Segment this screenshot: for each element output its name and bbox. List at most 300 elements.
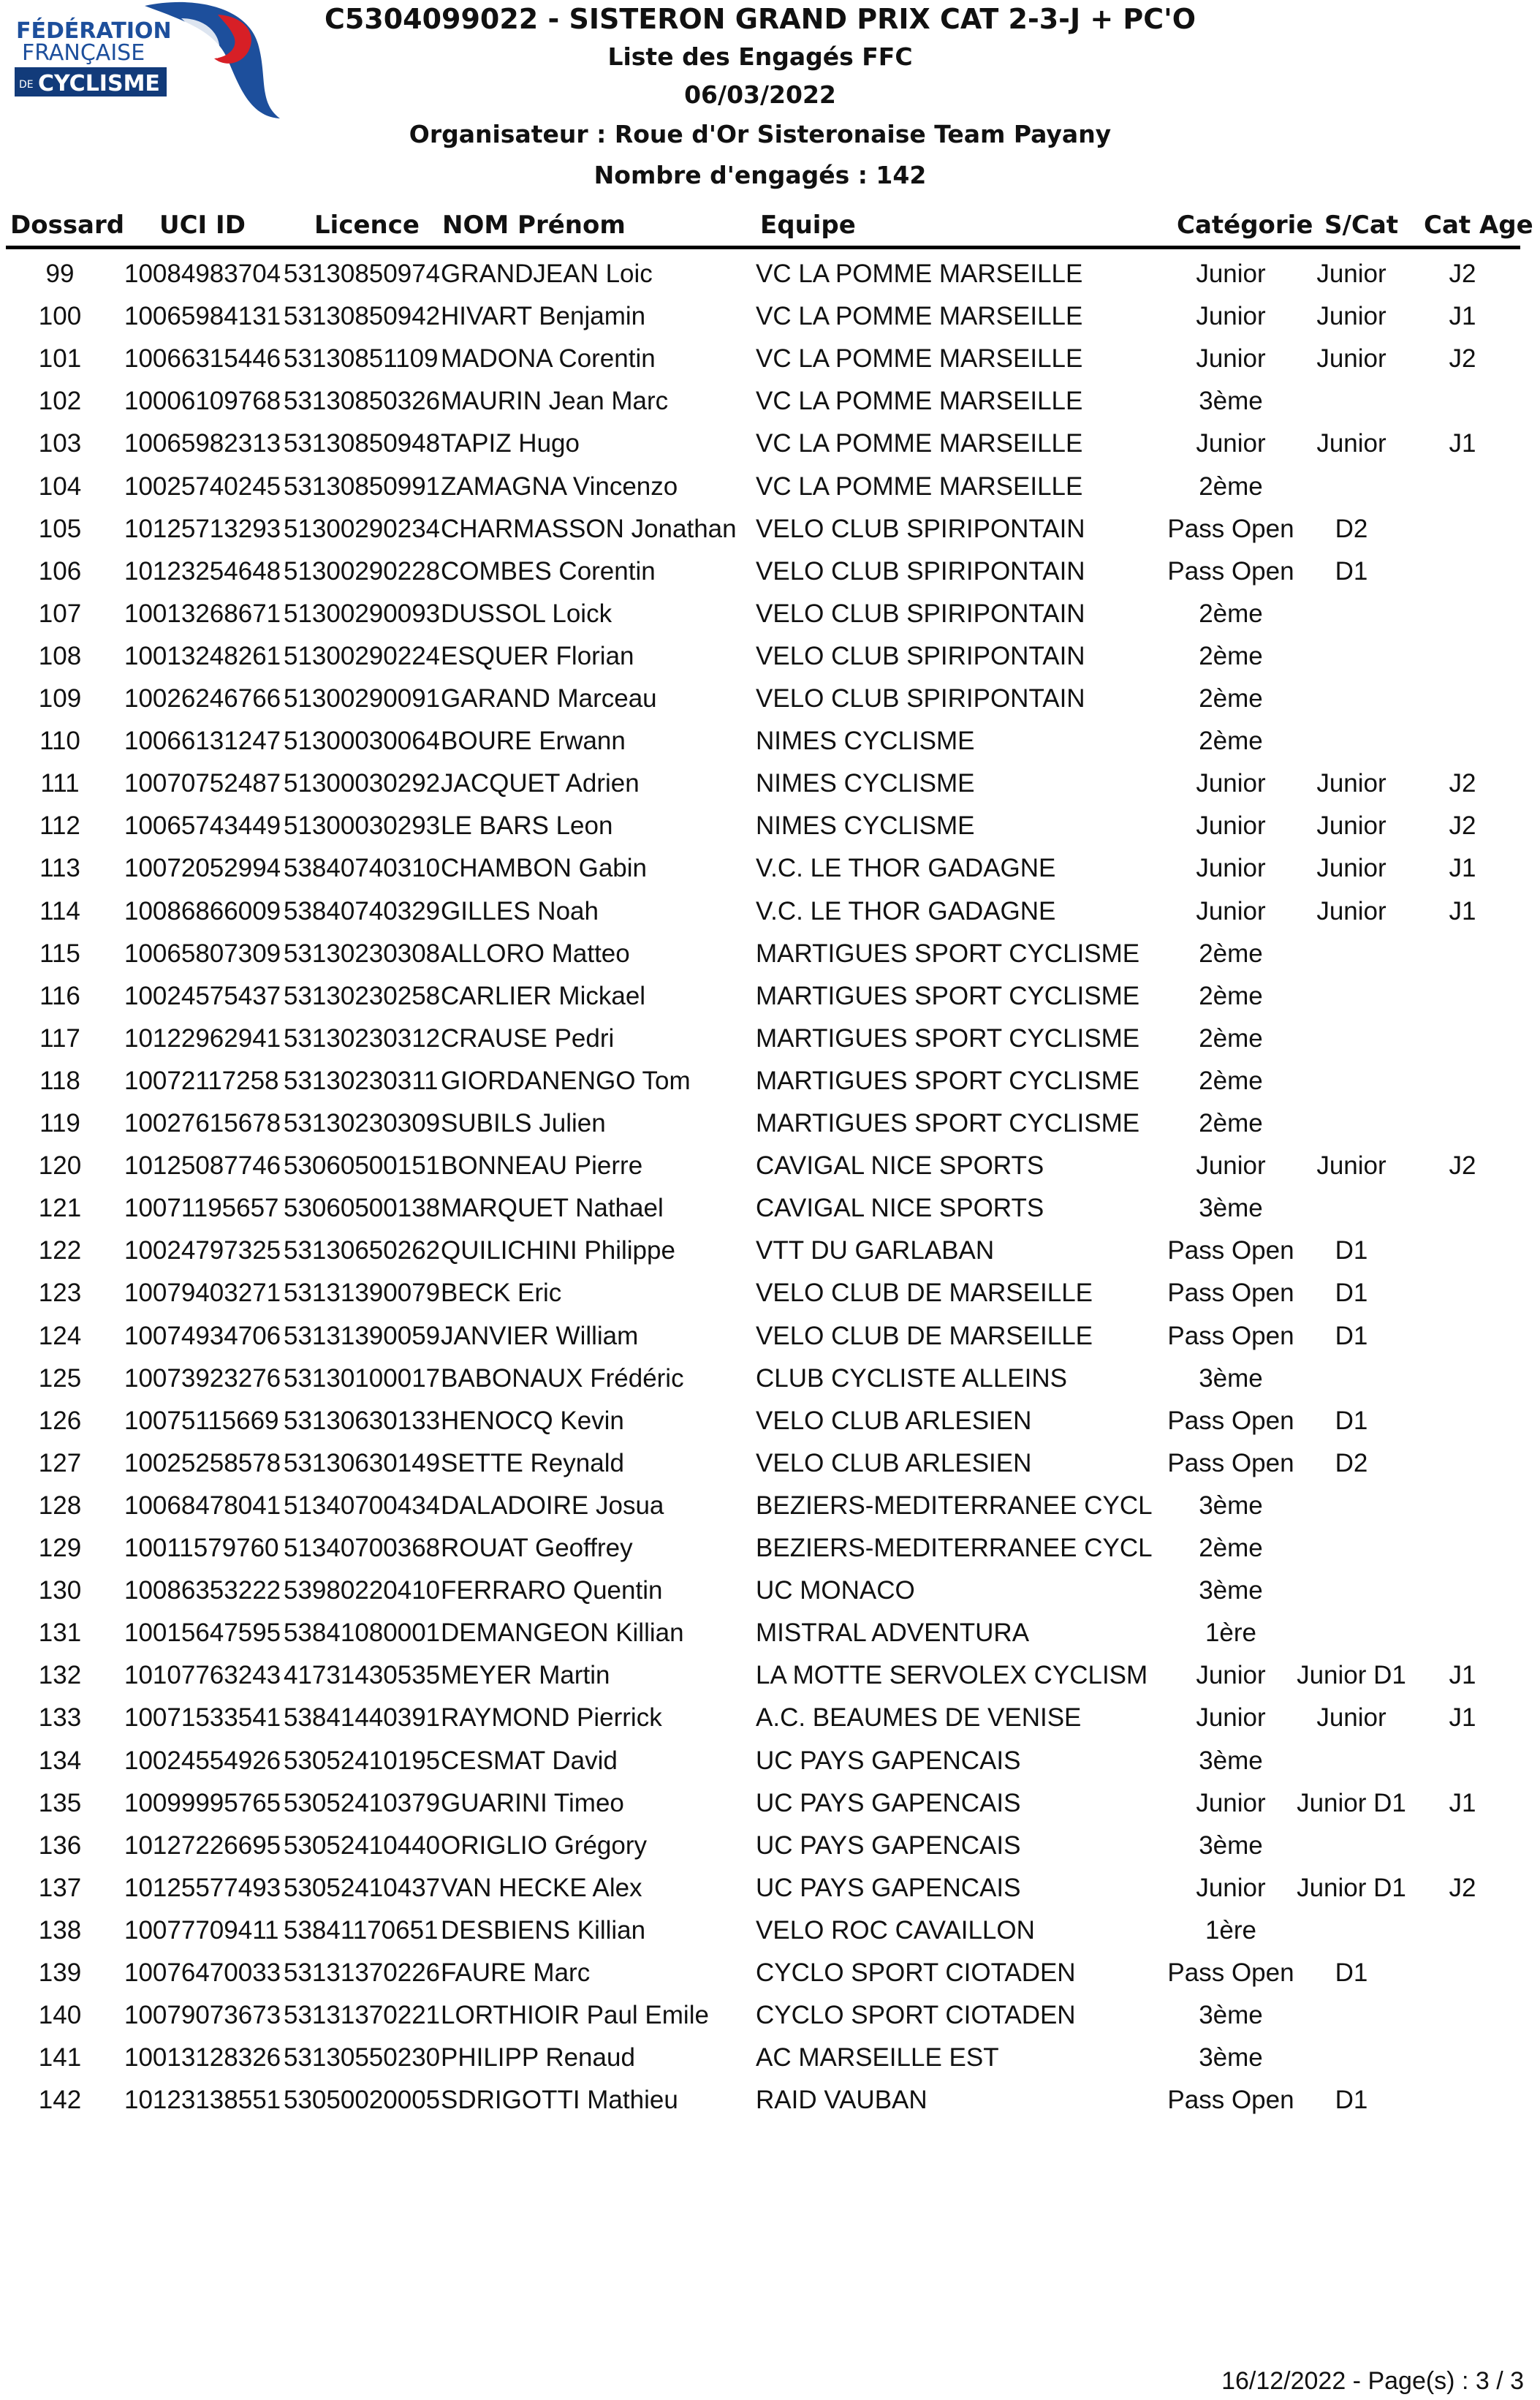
cell-dossard: 139 xyxy=(38,1958,82,1987)
cell-uci-id: 10013268671 xyxy=(124,599,281,628)
cell-licence: 53130850974 xyxy=(284,260,441,288)
col-licence: Licence xyxy=(314,211,420,240)
cell-sous-categorie: D1 xyxy=(1335,1321,1368,1350)
cell-categorie: Junior xyxy=(1196,811,1266,841)
cell-licence: 53130850948 xyxy=(284,429,441,458)
table-row xyxy=(0,635,1540,678)
cell-sous-categorie: D2 xyxy=(1335,514,1368,543)
cell-licence: 51300030064 xyxy=(284,727,441,756)
cell-uci-id: 10013248261 xyxy=(124,641,281,670)
cell-dossard: 130 xyxy=(38,1576,82,1605)
cell-uci-id: 10077709411 xyxy=(124,1915,279,1945)
cell-equipe: UC PAYS GAPENCAIS xyxy=(756,1831,1021,1860)
cell-dossard: 132 xyxy=(38,1661,82,1690)
cell-uci-id: 10125577493 xyxy=(124,1873,281,1902)
table-row xyxy=(0,1271,1540,1314)
cell-uci-id: 10086353222 xyxy=(124,1576,281,1605)
cell-nom-prenom: PHILIPP Renaud xyxy=(441,2043,635,2072)
cell-nom-prenom: CHARMASSON Jonathan xyxy=(441,514,737,543)
cell-nom-prenom: CRAUSE Pedri xyxy=(441,1023,615,1053)
cell-categorie: 3ème xyxy=(1199,387,1263,416)
cell-equipe: MARTIGUES SPORT CYCLISME xyxy=(756,939,1140,968)
cell-nom-prenom: GUARINI Timeo xyxy=(441,1788,624,1817)
cell-categorie: 3ème xyxy=(1199,2001,1263,2030)
cell-equipe: CYCLO SPORT CIOTADEN xyxy=(756,2001,1076,2030)
cell-dossard: 123 xyxy=(38,1279,82,1308)
cell-nom-prenom: SUBILS Julien xyxy=(441,1109,606,1137)
cell-dossard: 141 xyxy=(38,2043,82,2072)
cell-equipe: RAID VAUBAN xyxy=(756,2086,928,2115)
cell-categorie: Junior xyxy=(1196,302,1266,331)
cell-nom-prenom: QUILICHINI Philippe xyxy=(441,1236,675,1265)
cell-nom-prenom: GARAND Marceau xyxy=(441,684,657,713)
cell-licence: 53130630149 xyxy=(284,1448,441,1477)
cell-equipe: VC LA POMME MARSEILLE xyxy=(756,302,1083,331)
logo-prefix: DE xyxy=(19,79,34,91)
cell-sous-categorie: Junior xyxy=(1316,260,1387,288)
cell-sous-categorie: Junior xyxy=(1316,811,1387,841)
table-row xyxy=(0,1909,1540,1952)
cell-equipe: CAVIGAL NICE SPORTS xyxy=(756,1194,1044,1223)
cell-categorie: 3ème xyxy=(1199,1831,1263,1860)
cell-equipe: UC PAYS GAPENCAIS xyxy=(756,1746,1021,1775)
cell-categorie: 2ème xyxy=(1199,599,1263,628)
cell-categorie: 1ère xyxy=(1205,1619,1257,1648)
cell-categorie: 2ème xyxy=(1199,641,1263,670)
cell-uci-id: 10125713293 xyxy=(124,514,281,543)
cell-dossard: 136 xyxy=(38,1831,82,1860)
cell-licence: 51340700368 xyxy=(284,1534,441,1562)
header-rule xyxy=(6,246,1520,249)
table-row xyxy=(0,1017,1540,1060)
cell-equipe: MISTRAL ADVENTURA xyxy=(756,1619,1030,1648)
cell-nom-prenom: DEMANGEON Killian xyxy=(441,1619,684,1648)
cell-dossard: 117 xyxy=(39,1023,80,1053)
table-row xyxy=(0,379,1540,423)
cell-licence: 53130630133 xyxy=(284,1406,441,1435)
cell-categorie: 2ème xyxy=(1199,1109,1263,1137)
cell-dossard: 100 xyxy=(38,302,82,331)
cell-dossard: 138 xyxy=(38,1915,82,1945)
cell-nom-prenom: RAYMOND Pierrick xyxy=(441,1703,662,1733)
cell-licence: 53050020005 xyxy=(284,2086,441,2115)
cell-equipe: NIMES CYCLISME xyxy=(756,811,975,841)
cell-nom-prenom: MADONA Corentin xyxy=(441,344,656,374)
cell-cat-age: J2 xyxy=(1449,811,1476,841)
cell-nom-prenom: MAURIN Jean Marc xyxy=(441,387,669,416)
cell-categorie: 3ème xyxy=(1199,1194,1263,1223)
cell-licence: 53131370226 xyxy=(284,1958,441,1987)
cell-nom-prenom: FERRARO Quentin xyxy=(441,1576,663,1605)
cell-categorie: Pass Open xyxy=(1167,2086,1294,2115)
col-categorie: Catégorie xyxy=(1177,211,1313,240)
cell-nom-prenom: BONNEAU Pierre xyxy=(441,1151,643,1181)
cell-licence: 53130230258 xyxy=(284,981,441,1010)
cell-nom-prenom: FAURE Marc xyxy=(441,1958,591,1987)
col-catage: Cat Age xyxy=(1424,211,1533,240)
cell-sous-categorie: Junior xyxy=(1316,429,1387,458)
cell-uci-id: 10065743449 xyxy=(124,811,281,841)
cell-equipe: VELO CLUB SPIRIPONTAIN xyxy=(756,599,1085,628)
cell-uci-id: 10071533541 xyxy=(124,1703,281,1733)
cell-uci-id: 10066315446 xyxy=(124,344,281,374)
cell-equipe: VC LA POMME MARSEILLE xyxy=(756,429,1083,458)
cell-equipe: CYCLO SPORT CIOTADEN xyxy=(756,1958,1076,1987)
col-equipe: Equipe xyxy=(760,211,856,240)
cell-nom-prenom: HIVART Benjamin xyxy=(441,302,646,331)
table-row xyxy=(0,1824,1540,1867)
cell-uci-id: 10123138551 xyxy=(124,2086,281,2115)
cell-dossard: 125 xyxy=(38,1363,82,1393)
cell-uci-id: 10086866009 xyxy=(124,896,281,925)
cell-categorie: Pass Open xyxy=(1167,514,1294,543)
cell-uci-id: 10075115669 xyxy=(124,1406,279,1435)
table-row xyxy=(0,1526,1540,1570)
cell-equipe: BEZIERS-MEDITERRANEE CYCL xyxy=(756,1534,1153,1562)
cell-dossard: 107 xyxy=(38,599,82,628)
table-row xyxy=(0,1611,1540,1654)
table-row xyxy=(0,337,1540,380)
cell-uci-id: 10065807309 xyxy=(124,939,281,968)
cell-cat-age: J1 xyxy=(1449,854,1476,883)
cell-dossard: 99 xyxy=(45,260,75,288)
cell-categorie: Junior xyxy=(1196,769,1266,798)
table-row xyxy=(0,1314,1540,1358)
page-footer: 16/12/2022 - Page(s) : 3 / 3 xyxy=(1221,2367,1524,2395)
cell-categorie: Pass Open xyxy=(1167,1279,1294,1308)
cell-categorie: Junior xyxy=(1196,429,1266,458)
cell-dossard: 131 xyxy=(38,1619,82,1648)
cell-equipe: UC PAYS GAPENCAIS xyxy=(756,1873,1021,1902)
table-row xyxy=(0,550,1540,593)
cell-equipe: MARTIGUES SPORT CYCLISME xyxy=(756,1066,1140,1095)
cell-licence: 53841080001 xyxy=(284,1619,441,1648)
table-row xyxy=(0,1951,1540,1994)
cell-equipe: V.C. LE THOR GADAGNE xyxy=(756,854,1056,883)
cell-uci-id: 10025258578 xyxy=(124,1448,281,1477)
cell-nom-prenom: COMBES Corentin xyxy=(441,556,656,586)
cell-licence: 53131370221 xyxy=(284,2001,441,2030)
cell-equipe: VELO CLUB DE MARSEILLE xyxy=(756,1321,1093,1350)
cell-nom-prenom: JANVIER William xyxy=(441,1321,639,1350)
cell-uci-id: 10013128326 xyxy=(124,2043,281,2072)
cell-licence: 53052410440 xyxy=(284,1831,441,1860)
cell-uci-id: 10015647595 xyxy=(124,1619,281,1648)
cell-equipe: VC LA POMME MARSEILLE xyxy=(756,387,1083,416)
cell-sous-categorie: Junior xyxy=(1316,1703,1387,1733)
cell-uci-id: 10026246766 xyxy=(124,684,281,713)
cell-categorie: 2ème xyxy=(1199,684,1263,713)
cell-licence: 51300290093 xyxy=(284,599,441,628)
cell-dossard: 102 xyxy=(38,387,82,416)
table-row xyxy=(0,1059,1540,1102)
logo-line1: FÉDÉRATION xyxy=(16,18,172,44)
cell-dossard: 126 xyxy=(38,1406,82,1435)
cell-uci-id: 10084983704 xyxy=(124,260,281,288)
cell-categorie: 1ère xyxy=(1205,1915,1257,1945)
cell-cat-age: J1 xyxy=(1449,1661,1476,1690)
cell-uci-id: 10074934706 xyxy=(124,1321,281,1350)
cell-uci-id: 10068478041 xyxy=(124,1491,281,1520)
cell-nom-prenom: MARQUET Nathael xyxy=(441,1194,664,1223)
cell-licence: 53130550230 xyxy=(284,2043,441,2072)
cell-nom-prenom: LORTHIOIR Paul Emile xyxy=(441,2001,709,2030)
table-row xyxy=(0,1569,1540,1612)
cell-sous-categorie: D1 xyxy=(1335,1406,1368,1435)
cell-categorie: 3ème xyxy=(1199,1576,1263,1605)
cell-licence: 53130230308 xyxy=(284,939,441,968)
cell-licence: 53052410195 xyxy=(284,1746,441,1775)
cell-uci-id: 10011579760 xyxy=(124,1534,279,1562)
cell-categorie: 2ème xyxy=(1199,1534,1263,1562)
cell-licence: 53130650262 xyxy=(284,1236,441,1265)
cell-nom-prenom: VAN HECKE Alex xyxy=(441,1873,642,1902)
table-row xyxy=(0,1442,1540,1485)
entry-count: Nombre d'engagés : 142 xyxy=(593,161,927,189)
cell-dossard: 127 xyxy=(38,1448,82,1477)
cell-dossard: 140 xyxy=(38,2001,82,2030)
cell-uci-id: 10072052994 xyxy=(124,854,281,883)
cell-licence: 53980220410 xyxy=(284,1576,441,1605)
cell-equipe: VELO CLUB DE MARSEILLE xyxy=(756,1279,1093,1308)
cell-licence: 53840740310 xyxy=(284,854,441,883)
cell-categorie: Pass Open xyxy=(1167,1958,1294,1987)
cell-equipe: UC PAYS GAPENCAIS xyxy=(756,1788,1021,1817)
col-uci-id: UCI ID xyxy=(159,211,246,240)
cell-dossard: 133 xyxy=(38,1703,82,1733)
cell-uci-id: 10006109768 xyxy=(124,387,281,416)
cell-dossard: 135 xyxy=(38,1788,82,1817)
cell-cat-age: J2 xyxy=(1449,1873,1476,1902)
cell-uci-id: 10071195657 xyxy=(124,1194,279,1223)
cell-nom-prenom: ESQUER Florian xyxy=(441,641,634,670)
cell-cat-age: J1 xyxy=(1449,896,1476,925)
cell-categorie: Junior xyxy=(1196,1788,1266,1817)
cell-cat-age: J2 xyxy=(1449,769,1476,798)
cell-uci-id: 10125087746 xyxy=(124,1151,281,1181)
cell-dossard: 114 xyxy=(39,896,80,925)
cell-uci-id: 10079403271 xyxy=(124,1279,281,1308)
table-row xyxy=(0,1102,1540,1145)
cell-licence: 53130230311 xyxy=(284,1066,439,1095)
cell-dossard: 122 xyxy=(38,1236,82,1265)
cell-uci-id: 10127226695 xyxy=(124,1831,281,1860)
cell-equipe: CLUB CYCLISTE ALLEINS xyxy=(756,1363,1067,1393)
cell-dossard: 119 xyxy=(39,1109,80,1137)
cell-dossard: 129 xyxy=(38,1534,82,1562)
cell-cat-age: J2 xyxy=(1449,344,1476,374)
table-row xyxy=(0,295,1540,338)
cell-licence: 53841440391 xyxy=(284,1703,441,1733)
cell-licence: 51300030292 xyxy=(284,769,441,798)
cell-uci-id: 10122962941 xyxy=(124,1023,281,1053)
table-row xyxy=(0,1399,1540,1442)
cell-sous-categorie: Junior xyxy=(1316,854,1387,883)
cell-uci-id: 10070752487 xyxy=(124,769,281,798)
cell-sous-categorie: D1 xyxy=(1335,1236,1368,1265)
cell-licence: 53052410379 xyxy=(284,1788,441,1817)
cell-nom-prenom: LE BARS Leon xyxy=(441,811,613,841)
cell-sous-categorie: Junior D1 xyxy=(1297,1873,1406,1902)
table-row xyxy=(0,847,1540,890)
cell-dossard: 113 xyxy=(39,854,80,883)
cell-licence: 53060500151 xyxy=(284,1151,441,1181)
cell-categorie: Pass Open xyxy=(1167,1406,1294,1435)
table-row xyxy=(0,932,1540,975)
cell-equipe: NIMES CYCLISME xyxy=(756,727,975,756)
cell-nom-prenom: BECK Eric xyxy=(441,1279,562,1308)
cell-nom-prenom: CHAMBON Gabin xyxy=(441,854,648,883)
cell-categorie: 3ème xyxy=(1199,1746,1263,1775)
cell-categorie: Pass Open xyxy=(1167,1448,1294,1477)
cell-categorie: 2ème xyxy=(1199,472,1263,501)
cell-sous-categorie: Junior xyxy=(1316,896,1387,925)
cell-sous-categorie: Junior xyxy=(1316,1151,1387,1181)
cell-nom-prenom: DUSSOL Loick xyxy=(441,599,612,628)
cell-equipe: UC MONACO xyxy=(756,1576,915,1605)
cell-licence: 51300290224 xyxy=(284,641,441,670)
cell-licence: 53130230309 xyxy=(284,1109,441,1137)
table-row xyxy=(0,465,1540,508)
cell-sous-categorie: D1 xyxy=(1335,556,1368,586)
cell-uci-id: 10099995765 xyxy=(124,1788,281,1817)
cell-nom-prenom: CESMAT David xyxy=(441,1746,618,1775)
cell-nom-prenom: ALLORO Matteo xyxy=(441,939,630,968)
cell-dossard: 105 xyxy=(38,514,82,543)
cell-nom-prenom: BOURE Erwann xyxy=(441,727,626,756)
cell-equipe: AC MARSEILLE EST xyxy=(756,2043,999,2072)
cell-categorie: Junior xyxy=(1196,854,1266,883)
cell-equipe: VELO CLUB SPIRIPONTAIN xyxy=(756,556,1085,586)
cell-uci-id: 10072117258 xyxy=(124,1066,279,1095)
cell-categorie: Junior xyxy=(1196,1873,1266,1902)
cell-equipe: VELO CLUB ARLESIEN xyxy=(756,1448,1032,1477)
cell-categorie: Pass Open xyxy=(1167,1321,1294,1350)
cell-dossard: 137 xyxy=(38,1873,82,1902)
col-scat: S/Cat xyxy=(1324,211,1399,240)
cell-cat-age: J1 xyxy=(1449,302,1476,331)
list-subtitle: Liste des Engagés FFC xyxy=(607,42,913,71)
cell-licence: 53130850326 xyxy=(284,387,441,416)
cell-equipe: MARTIGUES SPORT CYCLISME xyxy=(756,1109,1140,1137)
event-title: C5304099022 - SISTERON GRAND PRIX CAT 2-3-J + PC'O xyxy=(324,3,1196,35)
cell-dossard: 104 xyxy=(38,472,82,501)
table-row xyxy=(0,507,1540,550)
event-date: 06/03/2022 xyxy=(684,80,836,109)
cell-equipe: NIMES CYCLISME xyxy=(756,769,975,798)
table-row xyxy=(0,804,1540,847)
cell-nom-prenom: ORIGLIO Grégory xyxy=(441,1831,648,1860)
table-row xyxy=(0,890,1540,933)
cell-equipe: VC LA POMME MARSEILLE xyxy=(756,260,1083,288)
table-row xyxy=(0,2078,1540,2121)
cell-dossard: 109 xyxy=(38,684,82,713)
table-row xyxy=(0,422,1540,465)
cell-categorie: Junior xyxy=(1196,1703,1266,1733)
cell-categorie: 2ème xyxy=(1199,1066,1263,1095)
cell-cat-age: J2 xyxy=(1449,1151,1476,1181)
cell-uci-id: 10024575437 xyxy=(124,981,281,1010)
cell-licence: 51300030293 xyxy=(284,811,441,841)
table-row xyxy=(0,677,1540,720)
cell-equipe: BEZIERS-MEDITERRANEE CYCL xyxy=(756,1491,1153,1520)
cell-categorie: Pass Open xyxy=(1167,1236,1294,1265)
cell-dossard: 124 xyxy=(38,1321,82,1350)
cell-dossard: 110 xyxy=(39,727,80,756)
table-row xyxy=(0,1654,1540,1697)
cell-equipe: VELO ROC CAVAILLON xyxy=(756,1915,1035,1945)
cell-sous-categorie: D1 xyxy=(1335,1958,1368,1987)
cell-licence: 53131390059 xyxy=(284,1321,441,1350)
table-row xyxy=(0,1696,1540,1739)
cell-categorie: 3ème xyxy=(1199,2043,1263,2072)
cell-licence: 53131390079 xyxy=(284,1279,441,1308)
cell-equipe: VELO CLUB SPIRIPONTAIN xyxy=(756,514,1085,543)
cell-uci-id: 10076470033 xyxy=(124,1958,281,1987)
cell-categorie: Junior xyxy=(1196,344,1266,374)
cell-equipe: LA MOTTE SERVOLEX CYCLISM xyxy=(756,1661,1148,1690)
table-row xyxy=(0,1357,1540,1400)
cell-dossard: 128 xyxy=(38,1491,82,1520)
cell-nom-prenom: HENOCQ Kevin xyxy=(441,1406,624,1435)
cell-licence: 53052410437 xyxy=(284,1873,441,1902)
cell-dossard: 116 xyxy=(39,981,80,1010)
cell-nom-prenom: ZAMAGNA Vincenzo xyxy=(441,472,678,501)
cell-sous-categorie: Junior xyxy=(1316,769,1387,798)
cell-equipe: CAVIGAL NICE SPORTS xyxy=(756,1151,1044,1181)
cell-dossard: 103 xyxy=(38,429,82,458)
cell-equipe: A.C. BEAUMES DE VENISE xyxy=(756,1703,1082,1733)
logo-line3: CYCLISME xyxy=(38,71,160,96)
cell-nom-prenom: JACQUET Adrien xyxy=(441,769,640,798)
cell-licence: 51340700434 xyxy=(284,1491,441,1520)
col-nom: NOM Prénom xyxy=(442,211,626,240)
cell-sous-categorie: D1 xyxy=(1335,2086,1368,2115)
cell-cat-age: J2 xyxy=(1449,260,1476,288)
cell-dossard: 106 xyxy=(38,556,82,586)
table-row xyxy=(0,1186,1540,1230)
cell-categorie: Junior xyxy=(1196,896,1266,925)
cell-nom-prenom: BABONAUX Frédéric xyxy=(441,1363,684,1393)
cell-nom-prenom: GRANDJEAN Loic xyxy=(441,260,653,288)
cell-nom-prenom: SETTE Reynald xyxy=(441,1448,624,1477)
cell-categorie: Junior xyxy=(1196,1151,1266,1181)
cell-equipe: V.C. LE THOR GADAGNE xyxy=(756,896,1056,925)
cell-dossard: 108 xyxy=(38,641,82,670)
cell-licence: 53060500138 xyxy=(284,1194,441,1223)
cell-sous-categorie: D2 xyxy=(1335,1448,1368,1477)
cell-licence: 51300290228 xyxy=(284,556,441,586)
table-row xyxy=(0,1866,1540,1909)
table-row xyxy=(0,1739,1540,1782)
cell-categorie: 3ème xyxy=(1199,1363,1263,1393)
cell-nom-prenom: ROUAT Geoffrey xyxy=(441,1534,633,1562)
cell-uci-id: 10025740245 xyxy=(124,472,281,501)
cell-sous-categorie: D1 xyxy=(1335,1279,1368,1308)
cell-uci-id: 10079073673 xyxy=(124,2001,281,2030)
cell-equipe: VTT DU GARLABAN xyxy=(756,1236,995,1265)
cell-licence: 53130230312 xyxy=(284,1023,441,1053)
table-row xyxy=(0,719,1540,762)
table-row xyxy=(0,1994,1540,2037)
cell-dossard: 118 xyxy=(39,1066,80,1095)
cell-equipe: VC LA POMME MARSEILLE xyxy=(756,344,1083,374)
cell-licence: 53840740329 xyxy=(284,896,441,925)
cell-dossard: 134 xyxy=(38,1746,82,1775)
cell-licence: 51300290091 xyxy=(284,684,441,713)
cell-equipe: VELO CLUB ARLESIEN xyxy=(756,1406,1032,1435)
table-row xyxy=(0,1484,1540,1527)
